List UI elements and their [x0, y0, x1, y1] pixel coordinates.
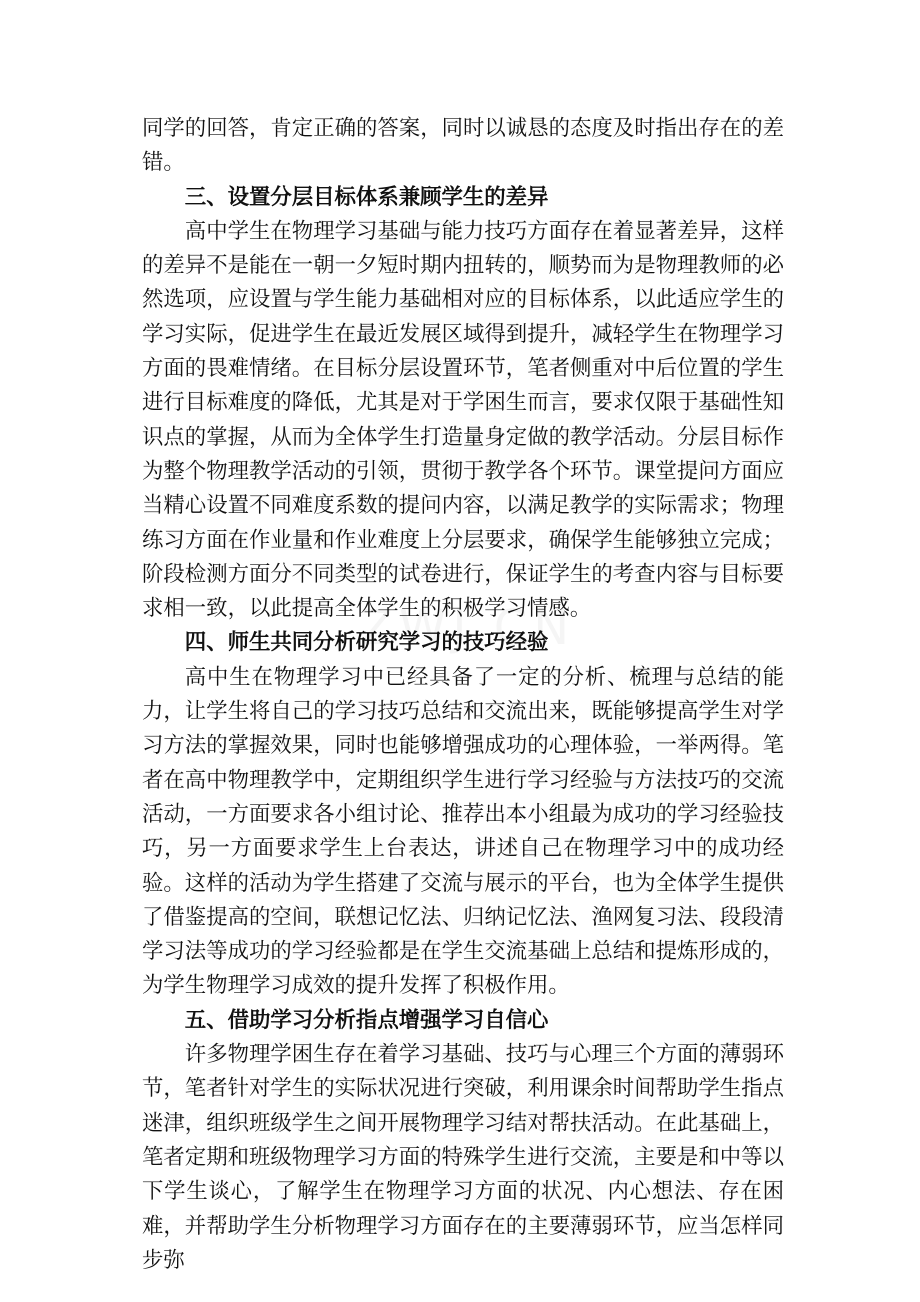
- paragraph-continuation: 同学的回答，肯定正确的答案，同时以诚恳的态度及时指出存在的差错。: [142, 116, 784, 176]
- section-heading-5: 五、借助学习分析指点增强学习自信心: [184, 1007, 549, 1033]
- section-heading-3: 三、设置分层目标体系兼顾学生的差异: [184, 184, 549, 210]
- document-body: [142, 112, 784, 1278]
- section-heading-4: 四、师生共同分析研究学习的技巧经验: [184, 630, 549, 656]
- paragraph-section-3: 高中学生在物理学习基础与能力技巧方面存在着显著差异，这样的差异不是能在一朝一夕短时期内扭转的，顺势而为是物理教师的必然选项，应设置与学生能力基础相对应的目标体系，以此适应学生的学习实际，促进学生在最近发展区域得到提升，减轻学生在物理学习方面的畏难情绪。在目标分层设置环节，笔者侧重对中后位置的学生进行目标难度的降低，尤其是对于学困生而言，要求仅限于基础性知识点的掌握，从而为全体学生打造量身定做的教学活动。分层目标作为整个物理教学活动的引领，贯彻于教学各个环节。课堂提问方面应当精心设置不同难度系数的提问内容，以满足教学的实际需求；物理练习方面在作业量和作业难度上分层要求，确保学生能够独立完成；阶段检测方面分不同类型的试卷进行，保证学生的考查内容与目标要求相一致，以此提高全体学生的积极学习情感。: [142, 218, 784, 622]
- paragraph-section-4: 高中生在物理学习中已经具备了一定的分析、梳理与总结的能力，让学生将自己的学习技巧总结和交流出来，既能够提高学生对学习方法的掌握效果，同时也能够增强成功的心理体验，一举两得。笔者在高中物理教学中，定期组织学生进行学习经验与方法技巧的交流活动，一方面要求各小组讨论、推荐出本小组最为成功的学习经验技巧，另一方面要求学生上台表达，讲述自己在物理学习中的成功经验。这样的活动为学生搭建了交流与展示的平台，也为全体学生提供了借鉴提高的空间，联想记忆法、归纳记忆法、渔网复习法、段段清学习法等成功的学习经验都是在学生交流基础上总结和提炼形成的，为学生物理学习成效的提升发挥了积极作用。: [142, 664, 784, 999]
- paragraph-section-5: 许多物理学困生存在着学习基础、技巧与心理三个方面的薄弱环节，笔者针对学生的实际状况进行突破，利用课余时间帮助学生指点迷津，组织班级学生之间开展物理学习结对帮扶活动。在此基础上，笔者定期和班级物理学习方面的特殊学生进行交流，主要是和中等以下学生谈心，了解学生在物理学习方面的状况、内心想法、存在困难，并帮助学生分析物理学习方面存在的主要薄弱环节，应当怎样同步弥: [142, 1042, 784, 1273]
